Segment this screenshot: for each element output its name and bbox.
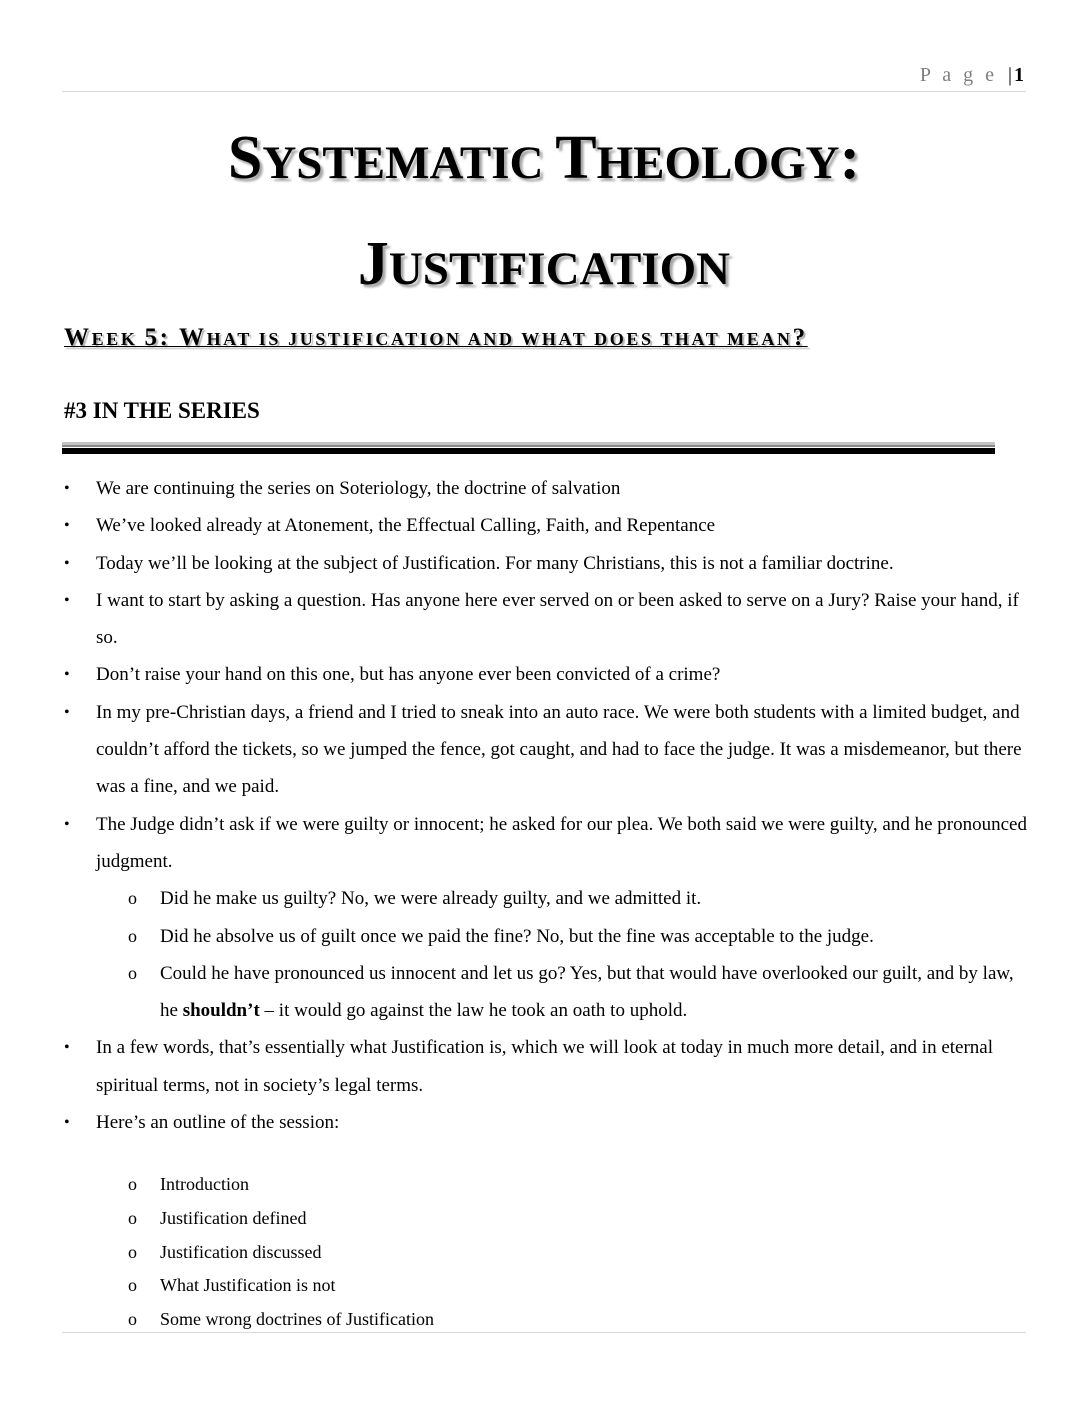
- list-item: • Today we’ll be looking at the subject of Justification. For many Christians, this is not a familiar doctrine.: [62, 545, 1032, 582]
- sub-list-item: o Could he have pronounced us innocent and let us go? Yes, but that would have overlooked our guilt, and by law, he shouldn’t – it would go against the law he took an oath to uphold.: [62, 955, 1032, 1030]
- bullet-marker: •: [64, 517, 70, 535]
- bullet-marker: •: [64, 480, 70, 497]
- series-heading: #3 IN THE SERIES: [64, 398, 260, 423]
- bullet-list-continued: [62, 1029, 1032, 1141]
- sub-marker: o: [128, 1241, 137, 1262]
- outline-item: o Justification defined: [62, 1202, 962, 1236]
- bullet-marker: •: [64, 554, 70, 572]
- list-item: • Here’s an outline of the session:: [62, 1104, 1032, 1141]
- sub-marker: o: [128, 1207, 137, 1228]
- section-divider: [62, 442, 995, 454]
- bullet-list: [62, 470, 1032, 880]
- footer-divider: [62, 1332, 1026, 1333]
- document-title-line1: SYSTEMATIC THEOLOGY:: [227, 124, 861, 192]
- outline-item: o Justification discussed: [62, 1236, 962, 1270]
- bullet-marker: •: [64, 1114, 70, 1132]
- session-outline: [62, 1168, 962, 1337]
- outline-item: o Introduction: [62, 1168, 962, 1202]
- list-item: • We are continuing the series on Soteriology, the doctrine of salvation: [62, 470, 1032, 507]
- sub-list: [62, 880, 1032, 1029]
- list-item: • In a few words, that’s essentially what Justification is, which we will look at today in much more detail, and in eternal spiritual terms, not in society’s legal terms.: [62, 1029, 1032, 1104]
- sub-marker: o: [128, 1275, 137, 1296]
- page-label: P a g e: [919, 64, 998, 86]
- list-item: • Don’t raise your hand on this one, but has anyone ever been convicted of a crime?: [62, 656, 1032, 693]
- outline-item: o Some wrong doctrines of Justification: [62, 1303, 962, 1337]
- list-item: • We’ve looked already at Atonement, the Effectual Calling, Faith, and Repentance: [62, 507, 1032, 544]
- outline-item: o What Justification is not: [62, 1269, 962, 1303]
- sub-marker: o: [128, 1174, 137, 1194]
- sub-marker: o: [128, 925, 137, 946]
- list-item: • In my pre-Christian days, a friend and I tried to sneak into an auto race. We were both students with a limited budget, and couldn’t afford the tickets, so we jumped the fence, got caught, and had to face the judge. It was a misdemeanor, but there was a fine, and we paid.: [62, 694, 1032, 806]
- list-item: • The Judge didn’t ask if we were guilty or innocent; he asked for our plea. We both said we were guilty, and he pronounced judgment.: [62, 806, 1032, 881]
- bullet-marker: •: [64, 1039, 70, 1057]
- bullet-marker: •: [64, 591, 70, 609]
- document-title-line2: JUSTIFICATION: [357, 230, 731, 298]
- week-heading: WEEK 5: WHAT IS JUSTIFICATION AND WHAT DOES THAT MEAN?: [64, 324, 808, 351]
- sub-list-item: o Did he make us guilty? No, we were already guilty, and we admitted it.: [62, 880, 1032, 917]
- sub-marker: o: [128, 962, 137, 983]
- page-number: 1: [1014, 64, 1024, 86]
- list-item: • I want to start by asking a question. Has anyone here ever served on or been asked to serve on a Jury? Raise your hand, if so.: [62, 582, 1032, 657]
- emphasis: shouldn’t: [182, 1000, 260, 1022]
- bullet-marker: •: [64, 703, 70, 721]
- page-separator: |: [1007, 64, 1012, 86]
- body-content: [62, 470, 1032, 1141]
- sub-marker: o: [128, 888, 137, 909]
- page-header: [920, 64, 1024, 87]
- bullet-marker: •: [64, 815, 70, 833]
- header-divider: [62, 91, 1026, 92]
- sub-list-item: o Did he absolve us of guilt once we paid the fine? No, but the fine was acceptable to the judge.: [62, 918, 1032, 955]
- sub-marker: o: [128, 1309, 137, 1330]
- bullet-marker: •: [64, 666, 70, 684]
